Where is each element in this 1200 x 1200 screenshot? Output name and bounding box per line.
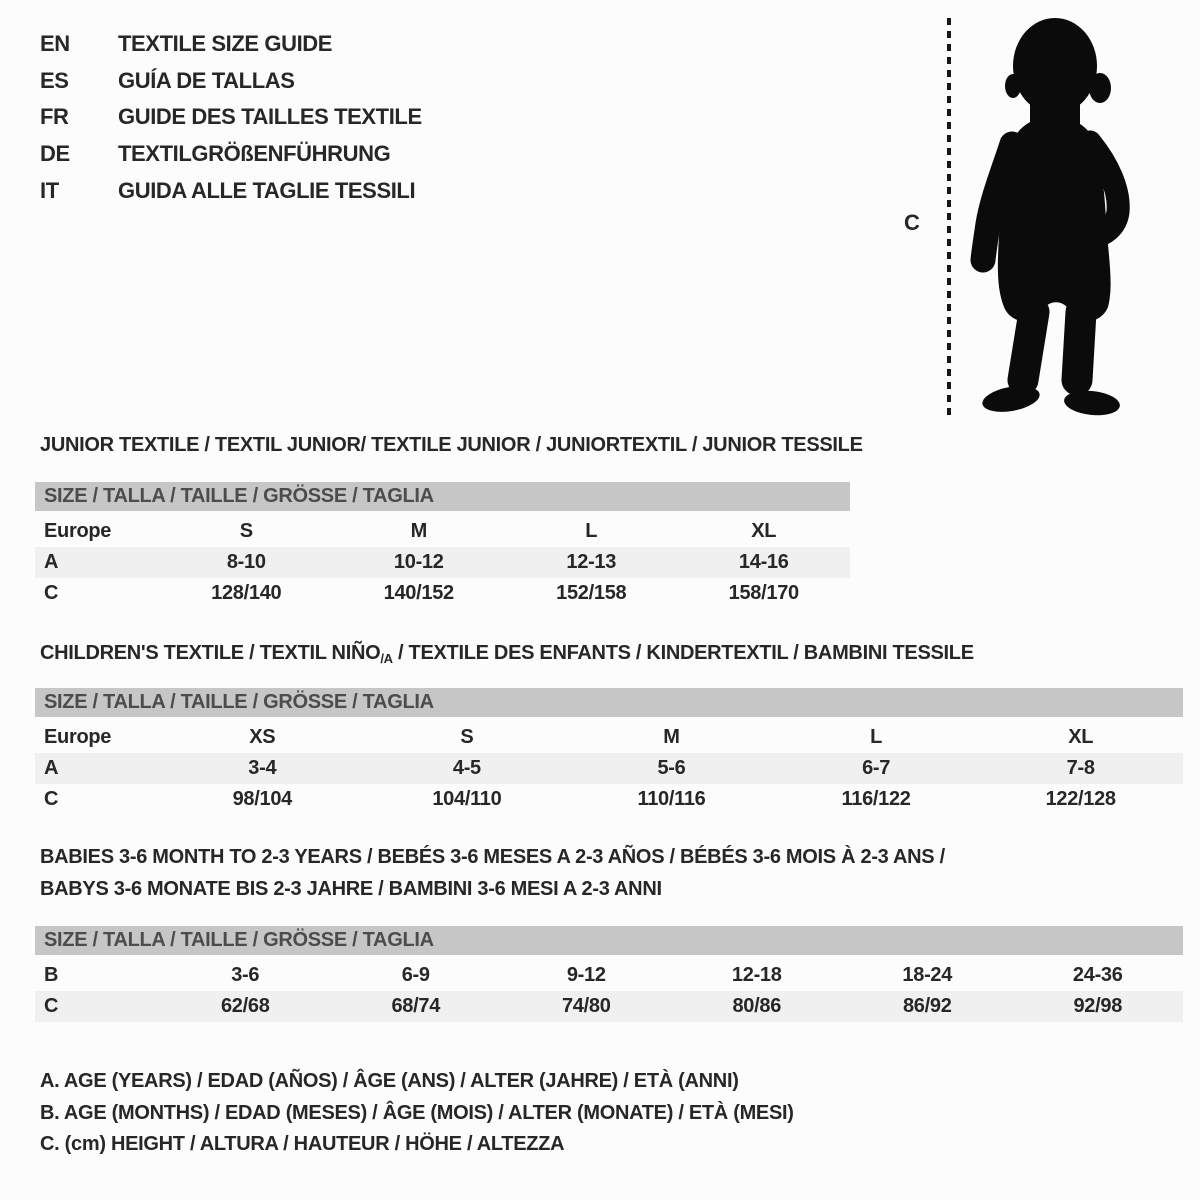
language-code: EN [40,31,70,57]
row-label: A [44,757,59,779]
size-cell: 116/122 [841,788,911,810]
size-cell: M [663,726,680,748]
size-cell: 3-6 [231,964,260,986]
row-label: C [44,788,59,810]
table-row [35,784,1183,815]
note-age-months: B. AGE (MONTHS) / EDAD (MESES) / ÂGE (MOIS) / ALTER (MONATE) / ETÀ (MESI) [40,1101,794,1124]
size-cell: M [410,520,427,542]
junior-section-heading: JUNIOR TEXTILE / TEXTIL JUNIOR/ TEXTILE JUNIOR / JUNIORTEXTIL / JUNIOR TESSILE [40,434,863,456]
size-cell: XS [249,726,276,748]
size-cell: S [460,726,474,748]
size-cell: 86/92 [902,995,952,1017]
table-row [35,547,850,578]
language-title-list [40,26,422,209]
row-label: Europe [44,726,112,748]
size-cell: 92/98 [1073,995,1123,1017]
children-heading-text: / TEXTILE DES ENFANTS / KINDERTEXTIL / BAMBINI TESSILE [392,642,974,664]
size-cell: 98/104 [232,788,292,810]
size-cell: XL [751,520,777,542]
size-cell: 152/158 [556,582,627,604]
guide-title: GUÍA DE TALLAS [118,67,295,93]
language-code: DE [40,141,70,167]
size-header-bar: SIZE / TALLA / TAILLE / GRÖSSE / TAGLIA [35,688,1183,717]
size-cell: 24-36 [1072,964,1123,986]
size-cell: 6-9 [401,964,430,986]
size-cell: L [585,520,598,542]
height-measure-dashed-line [947,18,951,415]
row-label: Europe [44,520,112,542]
size-cell: 74/80 [561,995,611,1017]
language-row [40,172,422,209]
toddler-silhouette-icon [960,14,1146,422]
size-cell: 18-24 [902,964,953,986]
note-age-years: A. AGE (YEARS) / EDAD (AÑOS) / ÂGE (ANS) / ALTER (JAHRE) / ETÀ (ANNI) [40,1070,739,1093]
size-cell: 7-8 [1066,757,1095,779]
size-cell: 5-6 [657,757,686,779]
size-cell: 12-13 [566,551,617,573]
size-cell: 104/110 [432,788,502,810]
junior-size-table [35,482,850,609]
size-cell: 9-12 [566,964,606,986]
height-measure-label: C [904,210,920,235]
children-size-table [35,688,1183,815]
size-cell: 68/74 [391,995,441,1017]
size-cell: XL [1068,726,1094,748]
size-cell: 128/140 [211,582,282,604]
children-heading-subscript: /A [380,651,393,666]
language-code: ES [40,67,69,93]
size-cell: 80/86 [732,995,782,1017]
size-cell: 158/170 [728,582,799,604]
language-code: FR [40,104,69,130]
legend-notes [40,1066,794,1161]
table-row [35,578,850,609]
row-label: C [44,995,59,1017]
table-row [35,960,1183,991]
size-cell: 62/68 [220,995,270,1017]
note-height-cm: C. (cm) HEIGHT / ALTURA / HAUTEUR / HÖHE / ALTEZZA [40,1133,565,1156]
babies-size-table [35,926,1183,1022]
table-row [35,991,1183,1022]
language-row [40,136,422,173]
row-label: B [44,964,59,986]
table-row [35,722,1183,753]
size-cell: S [239,520,253,542]
size-cell: 6-7 [862,757,891,779]
babies-section-heading-line2: BABYS 3-6 MONATE BIS 2-3 JAHRE / BAMBINI 3-6 MESI A 2-3 ANNI [40,878,662,900]
size-cell: L [870,726,883,748]
size-cell: 110/116 [637,788,706,810]
guide-title: GUIDE DES TAILLES TEXTILE [118,104,422,130]
guide-title: TEXTILE SIZE GUIDE [118,31,333,57]
row-label: A [44,551,59,573]
size-cell: 3-4 [248,757,277,779]
guide-title: GUIDA ALLE TAGLIE TESSILI [118,177,416,203]
table-row [35,516,850,547]
language-code: IT [40,177,59,203]
size-cell: 12-18 [731,964,782,986]
guide-title: TEXTILGRÖßENFÜHRUNG [118,141,391,167]
language-row [40,63,422,100]
size-cell: 8-10 [226,551,266,573]
size-cell: 10-12 [393,551,444,573]
babies-section-heading-line1: BABIES 3-6 MONTH TO 2-3 YEARS / BEBÉS 3-6 MESES A 2-3 AÑOS / BÉBÉS 3-6 MOIS À 2-3 ANS / [40,846,945,868]
size-header-bar: SIZE / TALLA / TAILLE / GRÖSSE / TAGLIA [35,482,850,511]
language-row [40,99,422,136]
size-header-bar: SIZE / TALLA / TAILLE / GRÖSSE / TAGLIA [35,926,1183,955]
size-cell: 122/128 [1045,788,1116,810]
size-cell: 140/152 [383,582,454,604]
size-cell: 14-16 [738,551,789,573]
children-section-heading [40,642,974,665]
children-heading-text: CHILDREN'S TEXTILE / TEXTIL NIÑO [40,642,381,664]
size-cell: 4-5 [452,757,481,779]
table-row [35,753,1183,784]
language-row [40,26,422,63]
row-label: C [44,582,59,604]
